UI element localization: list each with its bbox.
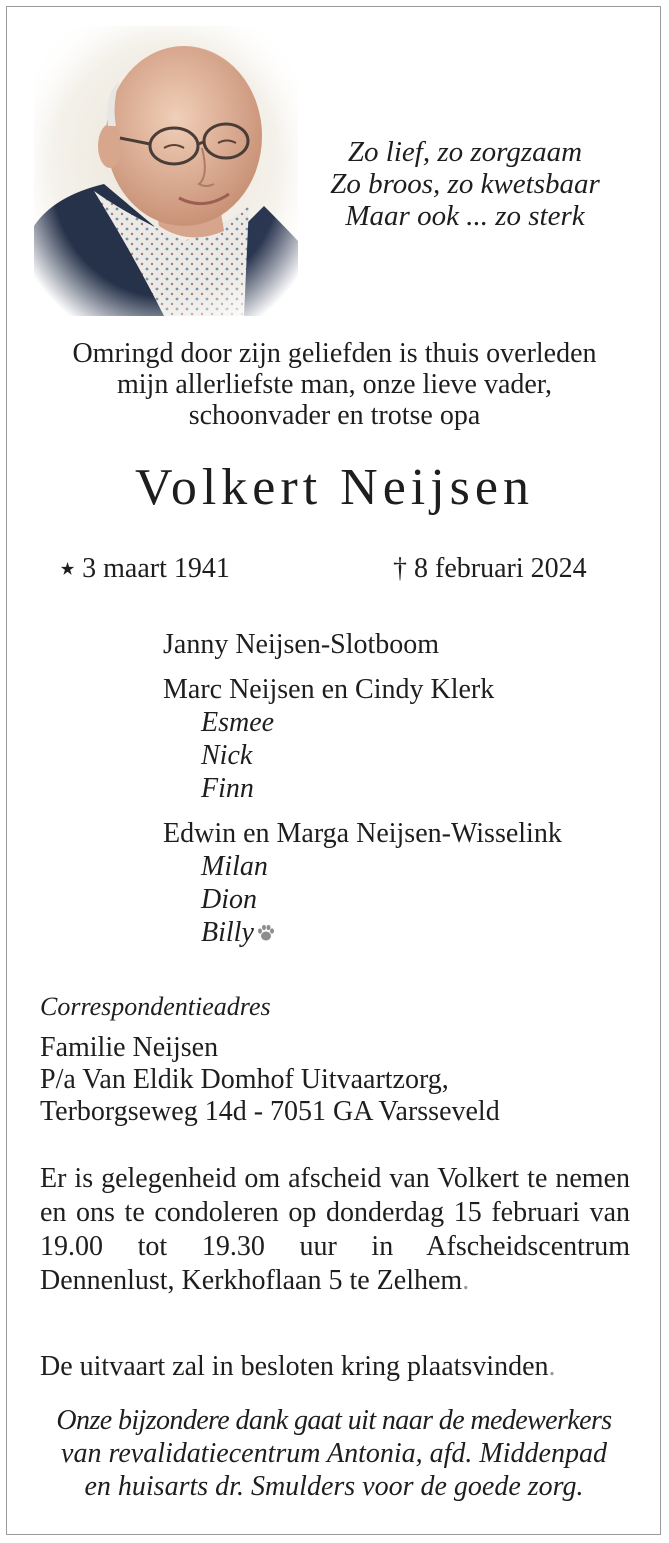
poem-line: Zo broos, zo kwetsbaar [330, 168, 600, 200]
thanks-line: van revalidatiecentrum Antonia, afd. Middenpad [61, 1438, 607, 1469]
intro-line: Omringd door zijn geliefden is thuis overleden [72, 338, 597, 369]
funeral-period: . [548, 1351, 556, 1382]
thanks-line: Onze bijzondere dank gaat uit naar de medewerkers [56, 1405, 612, 1436]
address-line: P/a Van Eldik Domhof Uitvaartzorg, [40, 1064, 449, 1095]
family-parents: Edwin en Marga Neijsen-Wisselink [163, 818, 562, 849]
funeral-text: De uitvaart zal in besloten kring plaatsvinden [40, 1351, 549, 1382]
grandchild-name: Nick [201, 740, 253, 771]
poem [300, 136, 630, 232]
correspondence-address [40, 1032, 500, 1128]
grandchild-name: Dion [201, 884, 257, 915]
intro-line: mijn allerliefste man, onze lieve vader, [116, 369, 553, 400]
spouse-name: Janny Neijsen-Slotboom [163, 629, 440, 660]
address-line: Familie Neijsen [40, 1032, 219, 1063]
farewell-text: Er is gelegenheid om afscheid van Volkert te nemen en ons te condoleren op donderdag 15 februari van 19.00 tot 19.30 uur in Afscheidscentrum Dennenlust, Kerkhoflaan 5 te Zelhem [40, 1163, 630, 1296]
farewell-period: . [462, 1265, 470, 1296]
announcement-text [20, 338, 649, 431]
farewell-paragraph [40, 1162, 630, 1298]
deceased-name: Volkert Neijsen [135, 459, 534, 516]
family-parents: Marc Neijsen en Cindy Klerk [163, 674, 495, 705]
intro-line: schoonvader en trotse opa [188, 400, 481, 431]
correspondence-label: Correspondentieadres [40, 992, 271, 1021]
grandchild-name: Milan [201, 851, 268, 882]
portrait-photo [34, 26, 298, 316]
pet-name: Billy [201, 917, 254, 948]
poem-line: Maar ook ... zo sterk [345, 200, 585, 232]
address-line: Terborgseweg 14d - 7051 GA Varsseveld [40, 1096, 500, 1127]
death-date: † 8 februari 2024 [393, 553, 587, 584]
grandchild-name: Finn [201, 773, 254, 804]
paw-icon [257, 918, 275, 951]
pet-entry [163, 916, 562, 951]
funeral-paragraph [40, 1350, 630, 1384]
grandchild-name: Esmee [201, 707, 275, 738]
thanks-line: en huisarts dr. Smulders voor de goede zorg. [84, 1471, 584, 1502]
thanks-paragraph [34, 1404, 634, 1503]
poem-line: Zo lief, zo zorgzaam [347, 136, 583, 168]
family-list [163, 628, 562, 951]
birth-date: ⭑ 3 maart 1941 [60, 553, 230, 584]
